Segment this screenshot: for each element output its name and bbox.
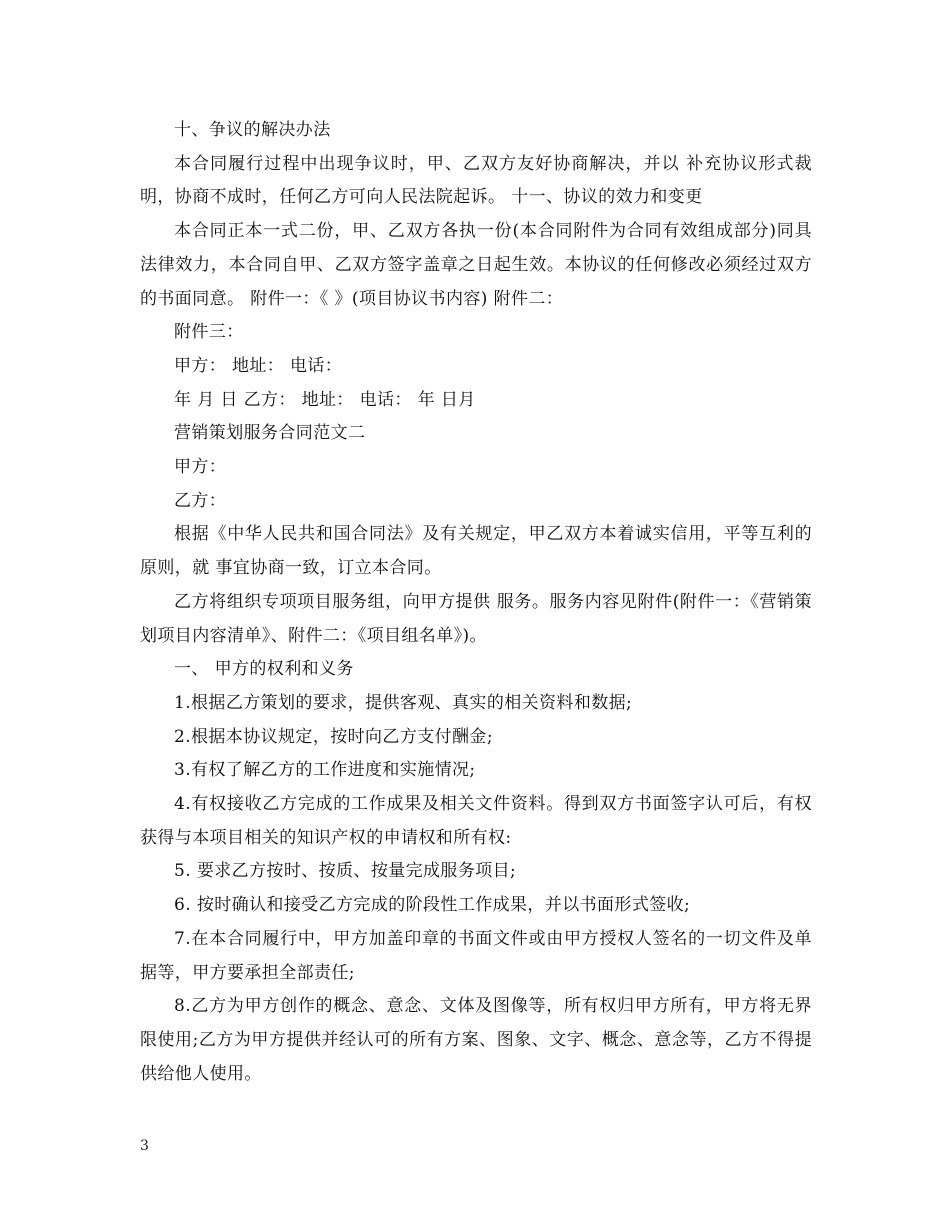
document-body [140, 114, 812, 1091]
date-party-b-signature-line: 年 月 日 乙方： 地址： 电话： 年 日月 [174, 389, 476, 410]
clause-item-2: 2.根据本协议规定，按时向乙方支付酬金; [174, 726, 493, 747]
attachment-three-line: 附件三： [174, 322, 244, 343]
page-number: 3 [140, 1138, 149, 1154]
section-heading-dispute-resolution: 十、争议的解决办法 [174, 120, 331, 140]
clause-item-4: 4.有权接收乙方完成的工作成果及相关文件资料。得到双方书面签字认可后，有权获得与本项目相关的知识产权的申请权和所有权: [140, 794, 812, 848]
clause-item-7: 7.在本合同履行中，甲方加盖印章的书面文件或由甲方授权人签名的一切文件及单据等，甲方要承担全部责任; [140, 928, 812, 983]
paragraph-dispute-clause: 本合同履行过程中出现争议时，甲、乙双方友好协商解决，并以 补充协议形式裁明，协商不成时，任何乙方可向人民法院起诉。 十一、协议的效力和变更 [140, 153, 812, 208]
clause-item-6: 6. 按时确认和接受乙方完成的阶段性工作成果，并以书面形式签收; [174, 895, 691, 916]
party-a-signature-line: 甲方： 地址： 电话： [174, 355, 343, 376]
paragraph-effectiveness-clause: 本合同正本一式二份，甲、乙双方各执一份(本合同附件为合同有效组成部分)同具法律效力，本合同自甲、乙双方签字盖章之日起生效。本协议的任何修改必须经过双方的书面同意。 附件一：《 》(项目协议书内容) 附件二： [140, 221, 812, 309]
clause-item-1: 1.根据乙方策划的要求，提供客观、真实的相关资料和数据; [174, 692, 633, 713]
contract-title-two: 营销策划服务合同范文二 [174, 423, 366, 444]
party-b-label: 乙方： [174, 490, 227, 511]
clause-item-3: 3.有权了解乙方的工作进度和实施情况; [174, 760, 476, 781]
party-a-label: 甲方： [174, 457, 227, 478]
clause-item-5: 5. 要求乙方按时、按质、按量完成服务项目; [174, 861, 517, 882]
clause-item-8: 8.乙方为甲方创作的概念、意念、文体及图像等，所有权归甲方所有，甲方将无界限使用;乙方为甲方提供并经认可的所有方案、图象、文字、概念、意念等，乙方不得提供给他人使用。 [140, 996, 812, 1084]
paragraph-contract-basis: 根据《中华人民共和国合同法》及有关规定，甲乙双方本着诚实信用，平等互利的原则，就 事宜协商一致，订立本合同。 [140, 524, 812, 579]
section-heading-party-a-rights: 一、 甲方的权利和义务 [174, 659, 354, 680]
paragraph-service-scope: 乙方将组织专项项目服务组，向甲方提供 服务。服务内容见附件(附件一：《营销策划项目内容清单》、附件二：《项目组名单》)。 [140, 591, 812, 646]
